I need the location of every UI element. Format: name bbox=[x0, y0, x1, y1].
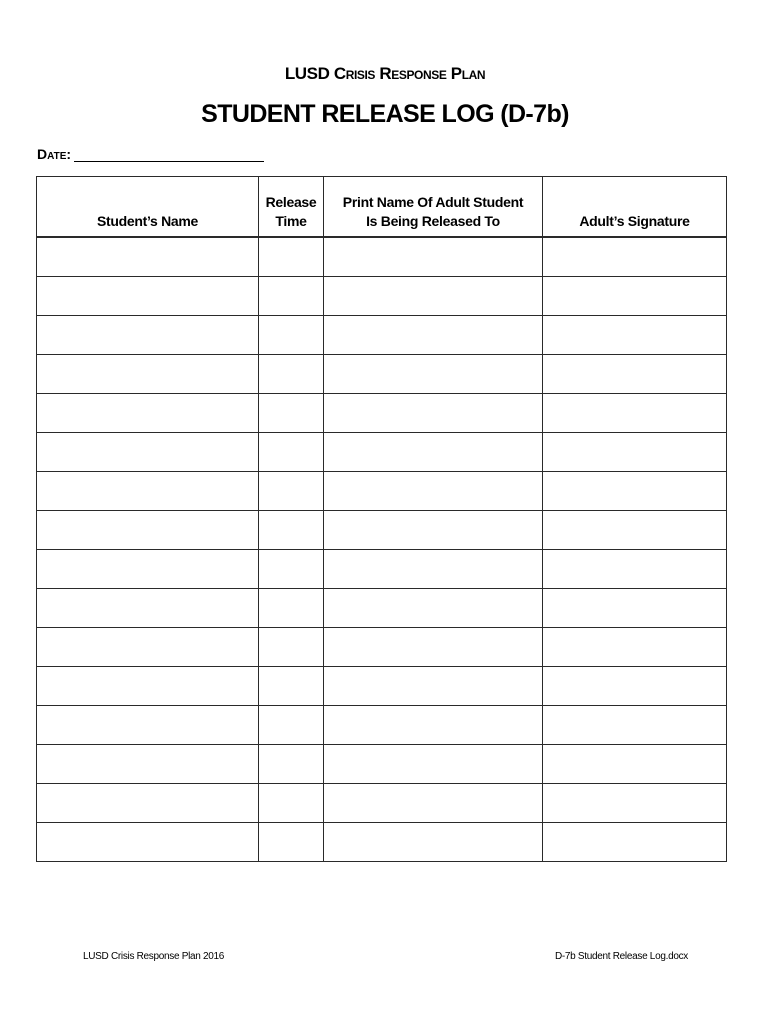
student-name-cell[interactable] bbox=[37, 355, 259, 394]
release-time-cell[interactable] bbox=[259, 628, 324, 667]
table-body bbox=[37, 237, 727, 862]
adult-name-cell[interactable] bbox=[324, 472, 543, 511]
student-name-cell[interactable] bbox=[37, 316, 259, 355]
column-header-adult-name bbox=[324, 177, 543, 238]
adult-signature-cell[interactable] bbox=[543, 628, 727, 667]
table-row bbox=[37, 394, 727, 433]
release-time-cell[interactable] bbox=[259, 706, 324, 745]
adult-name-cell[interactable] bbox=[324, 667, 543, 706]
release-time-cell[interactable] bbox=[259, 355, 324, 394]
adult-signature-cell[interactable] bbox=[543, 316, 727, 355]
adult-name-cell[interactable] bbox=[324, 706, 543, 745]
release-time-cell[interactable] bbox=[259, 550, 324, 589]
column-header-line: Student’s Name bbox=[96, 213, 199, 229]
table-row bbox=[37, 472, 727, 511]
table-row bbox=[37, 316, 727, 355]
student-name-cell[interactable] bbox=[37, 277, 259, 316]
adult-name-cell[interactable] bbox=[324, 628, 543, 667]
adult-name-cell[interactable] bbox=[324, 394, 543, 433]
adult-signature-cell[interactable] bbox=[543, 784, 727, 823]
adult-name-cell[interactable] bbox=[324, 433, 543, 472]
adult-name-cell[interactable] bbox=[324, 316, 543, 355]
column-header-release-time bbox=[259, 177, 324, 238]
adult-name-cell[interactable] bbox=[324, 550, 543, 589]
adult-signature-cell[interactable] bbox=[543, 589, 727, 628]
column-header-line: Is Being Released To bbox=[366, 213, 500, 229]
adult-signature-cell[interactable] bbox=[543, 394, 727, 433]
student-name-cell[interactable] bbox=[37, 745, 259, 784]
table-row bbox=[37, 433, 727, 472]
adult-signature-cell[interactable] bbox=[543, 667, 727, 706]
page-title: STUDENT RELEASE LOG (D-7b) bbox=[201, 100, 569, 128]
student-name-cell[interactable] bbox=[37, 589, 259, 628]
student-name-cell[interactable] bbox=[37, 511, 259, 550]
release-time-cell[interactable] bbox=[259, 433, 324, 472]
date-label: Date: bbox=[37, 146, 72, 162]
column-header-adult-signature bbox=[543, 177, 727, 238]
table-row bbox=[37, 628, 727, 667]
release-time-cell[interactable] bbox=[259, 394, 324, 433]
adult-signature-cell[interactable] bbox=[543, 472, 727, 511]
adult-signature-cell[interactable] bbox=[543, 706, 727, 745]
table-row bbox=[37, 823, 727, 862]
student-name-cell[interactable] bbox=[37, 823, 259, 862]
student-name-cell[interactable] bbox=[37, 784, 259, 823]
student-name-cell[interactable] bbox=[37, 550, 259, 589]
table-row bbox=[37, 667, 727, 706]
release-time-cell[interactable] bbox=[259, 823, 324, 862]
adult-name-cell[interactable] bbox=[324, 784, 543, 823]
adult-signature-cell[interactable] bbox=[543, 277, 727, 316]
release-time-cell[interactable] bbox=[259, 277, 324, 316]
adult-signature-cell[interactable] bbox=[543, 433, 727, 472]
release-time-cell[interactable] bbox=[259, 667, 324, 706]
adult-signature-cell[interactable] bbox=[543, 237, 727, 277]
adult-name-cell[interactable] bbox=[324, 511, 543, 550]
student-name-cell[interactable] bbox=[37, 394, 259, 433]
table-row bbox=[37, 355, 727, 394]
student-name-cell[interactable] bbox=[37, 472, 259, 511]
adult-signature-cell[interactable] bbox=[543, 745, 727, 784]
column-header-students-name bbox=[37, 177, 259, 238]
release-time-cell[interactable] bbox=[259, 589, 324, 628]
release-log-table bbox=[36, 176, 727, 862]
table-header-row bbox=[37, 177, 727, 238]
adult-name-cell[interactable] bbox=[324, 237, 543, 277]
release-time-cell[interactable] bbox=[259, 745, 324, 784]
plan-title: LUSD Crisis Response Plan bbox=[284, 64, 486, 83]
table-row bbox=[37, 511, 727, 550]
table-row bbox=[37, 745, 727, 784]
release-time-cell[interactable] bbox=[259, 316, 324, 355]
release-time-cell[interactable] bbox=[259, 511, 324, 550]
table-row bbox=[37, 589, 727, 628]
table-row bbox=[37, 550, 727, 589]
column-header-line: Adult’s Signature bbox=[579, 213, 690, 229]
student-name-cell[interactable] bbox=[37, 237, 259, 277]
adult-signature-cell[interactable] bbox=[543, 355, 727, 394]
table-row bbox=[37, 277, 727, 316]
table-row bbox=[37, 706, 727, 745]
student-name-cell[interactable] bbox=[37, 628, 259, 667]
adult-name-cell[interactable] bbox=[324, 823, 543, 862]
student-name-cell[interactable] bbox=[37, 433, 259, 472]
adult-signature-cell[interactable] bbox=[543, 550, 727, 589]
date-row bbox=[37, 146, 264, 162]
release-time-cell[interactable] bbox=[259, 237, 324, 277]
release-time-cell[interactable] bbox=[259, 472, 324, 511]
adult-name-cell[interactable] bbox=[324, 355, 543, 394]
footer-right: D-7b Student Release Log.docx bbox=[554, 951, 688, 962]
table-row bbox=[37, 784, 727, 823]
adult-name-cell[interactable] bbox=[324, 745, 543, 784]
column-header-line: Release bbox=[265, 194, 317, 210]
footer-left: LUSD Crisis Response Plan 2016 bbox=[83, 951, 225, 962]
adult-name-cell[interactable] bbox=[324, 277, 543, 316]
student-name-cell[interactable] bbox=[37, 706, 259, 745]
column-header-line: Time bbox=[275, 213, 307, 229]
adult-signature-cell[interactable] bbox=[543, 823, 727, 862]
release-time-cell[interactable] bbox=[259, 784, 324, 823]
date-field[interactable] bbox=[74, 147, 264, 162]
column-header-line: Print Name Of Adult Student bbox=[342, 194, 524, 210]
adult-signature-cell[interactable] bbox=[543, 511, 727, 550]
table-row bbox=[37, 237, 727, 277]
student-name-cell[interactable] bbox=[37, 667, 259, 706]
adult-name-cell[interactable] bbox=[324, 589, 543, 628]
